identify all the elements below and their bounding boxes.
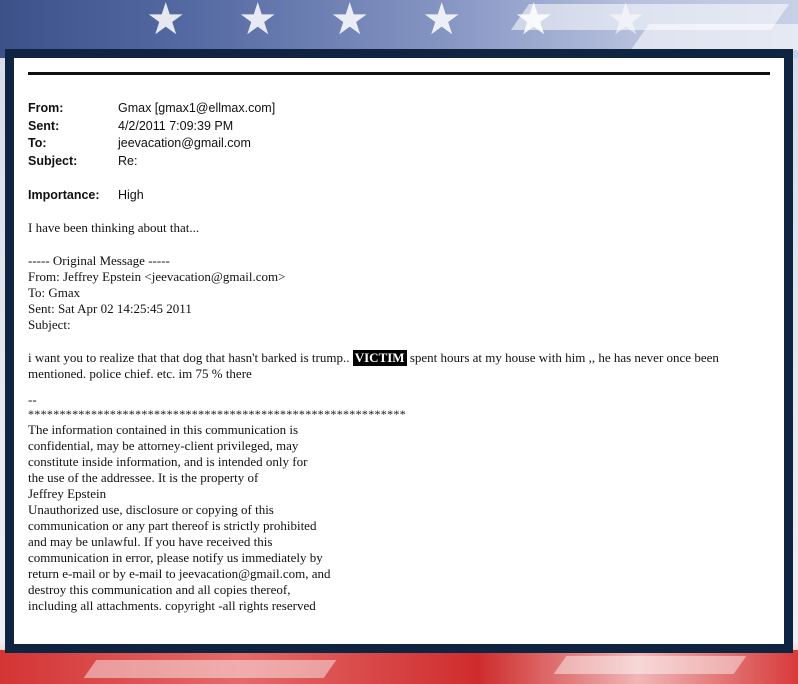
disclaimer-line: communication or any part thereof is strictly prohibited — [28, 518, 317, 533]
email-document — [14, 58, 784, 644]
disclaimer-line: Jeffrey Epstein — [28, 486, 107, 501]
message-text-after: spent hours at my house with him ,, he has never once been — [406, 350, 719, 365]
disclaimer-line: confidential, may be attorney-client privileged, may — [28, 438, 299, 453]
disclaimer-line: destroy this communication and all copies thereof, — [28, 582, 291, 597]
disclaimer-line: Unauthorized use, disclosure or copying of this — [28, 502, 274, 517]
to-value: jeevacation@gmail.com — [118, 136, 251, 150]
to-label: To: — [28, 136, 47, 150]
message-line-1 — [28, 350, 719, 366]
disclaimer-line: communication in error, please notify us immediately by — [28, 550, 323, 565]
flag-stripe — [554, 656, 747, 674]
signature-stars: ************************************************************ — [28, 407, 406, 421]
signature-dashes: -- — [28, 392, 37, 407]
subject-label: Subject: — [28, 154, 78, 168]
from-label: From: — [28, 101, 64, 115]
star-icon: ★ — [238, 0, 278, 45]
sent-label: Sent: — [28, 119, 60, 133]
document-frame — [5, 49, 793, 653]
subject-value: Re: — [118, 154, 138, 168]
disclaimer-line: The information contained in this communication is — [28, 422, 299, 437]
disclaimer-line: the use of the addressee. It is the property of — [28, 470, 259, 485]
disclaimer-line: return e-mail or by e-mail to jeevacation@gmail.com, and — [28, 566, 331, 581]
importance-value: High — [118, 188, 144, 202]
disclaimer-line: and may be unlawful. If you have received this — [28, 534, 273, 549]
star-icon: ★ — [514, 0, 554, 45]
original-from: From: Jeffrey Epstein <jeevacation@gmail.com> — [28, 269, 286, 284]
message-text-before: i want you to realize that that dog that hasn't barked is trump.. — [28, 350, 353, 365]
star-icon: ★ — [146, 0, 186, 45]
star-icon: ★ — [606, 0, 646, 45]
disclaimer-line: constitute inside information, and is intended only for — [28, 454, 308, 469]
original-to: To: Gmax — [28, 285, 81, 300]
flag-stripe — [631, 24, 798, 50]
reply-body: I have been thinking about that... — [28, 220, 200, 235]
importance-label: Importance: — [28, 188, 100, 202]
star-icon: ★ — [330, 0, 370, 45]
flag-stripe — [84, 660, 337, 678]
message-line-2: mentioned. police chief. etc. im 75 % there — [28, 366, 252, 381]
original-subject: Subject: — [28, 317, 71, 332]
star-icon: ★ — [422, 0, 462, 45]
disclaimer-line: including all attachments. copyright -all rights reserved — [28, 598, 316, 613]
from-value: Gmax [gmax1@ellmax.com] — [118, 101, 276, 115]
redaction-box: VICTIM — [354, 350, 405, 365]
original-sent: Sent: Sat Apr 02 14:25:45 2011 — [28, 301, 192, 316]
sent-value: 4/2/2011 7:09:39 PM — [118, 119, 234, 133]
header-rule — [28, 72, 770, 75]
original-message-separator: ----- Original Message ----- — [28, 253, 170, 268]
